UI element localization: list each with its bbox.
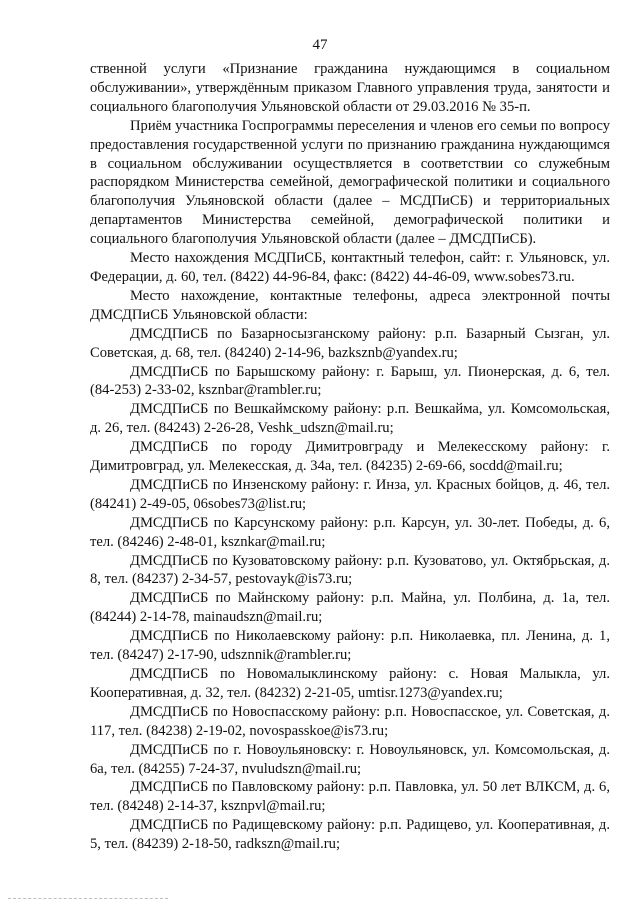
- paragraph-service-regulation: ственной услуги «Признание гражданина нуждающимся в социальном обслуживании», утверждённым приказом Главного управления труда, занятости и социального благополучия Ульяновской области от 29.03.2016 № 35-п.: [90, 61, 610, 115]
- document-body: [90, 60, 610, 854]
- paragraph-barysh: ДМСДПиСБ по Барышскому району: г. Барыш, ул. Пионерская, д. 6, тел. (84-253) 2-33-02, ksznbar@rambler.ru;: [90, 363, 610, 399]
- paragraph-dmsdpisb-intro: Место нахождение, контактные телефоны, адреса электронной почты ДМСДПиСБ Ульяновской области:: [90, 287, 610, 323]
- paragraph-msdpisb-location: Место нахождения МСДПиСБ, контактный телефон, сайт: г. Ульяновск, ул. Федерации, д. 60, тел. (8422) 44-96-84, факс: (8422) 44-46-09, www.sobes73.ru.: [90, 250, 610, 285]
- footer-scan-rule: [8, 898, 168, 899]
- paragraph-veshkaima: ДМСДПиСБ по Вешкаймскому району: р.п. Вешкайма, ул. Комсомольская, д. 26, тел. (84243) 2-26-28, Veshk_udszn@mail.ru;: [90, 401, 610, 437]
- paragraph-kuzovatovo: ДМСДПиСБ по Кузоватовскому району: р.п. Кузоватово, ул. Октябрьская, д. 8, тел. (84237) 2-34-57, pestovayk@is73.ru;: [90, 552, 610, 588]
- paragraph-nikolaevka: ДМСДПиСБ по Николаевскому району: р.п. Николаевка, пл. Ленина, д. 1, тел. (84247) 2-17-90, udsznnik@rambler.ru;: [90, 628, 610, 664]
- paragraph-novaya-malykla: ДМСДПиСБ по Новомалыклинскому району: с. Новая Малыкла, ул. Кооперативная, д. 32, тел. (84232) 2-21-05, umtisr.1273@yandex.ru;: [90, 666, 610, 701]
- page-number: 47: [312, 37, 328, 53]
- paragraph-dimitrovgrad: ДМСДПиСБ по городу Димитровграду и Мелекесскому району: г. Димитровград, ул. Мелекесская, д. 34а, тел. (84235) 2-69-66, socdd@mail.ru;: [90, 439, 610, 475]
- paragraph-novoulyanovsk: ДМСДПиСБ по г. Новоульяновску: г. Новоульяновск, ул. Комсомольская, д. 6а, тел. (84255) 7-24-37, nvuludszn@mail.ru;: [90, 741, 610, 777]
- paragraph-reception-schedule: Приём участника Госпрограммы переселения и членов его семьи по вопросу предоставления государственной услуги по признанию гражданина нуждающимся в социальном обслуживании осуществляется в соответствии со служебным распорядком Министерства семейной, демографической политики и социального благополучия Ульяновской области (далее – МСДПиСБ) и территориальных департаментов Министерства семейной, демографической политики и социального благополучия Ульяновской области (далее – ДМСДПиСБ).: [90, 117, 610, 248]
- paragraph-karsun: ДМСДПиСБ по Карсунскому району: р.п. Карсун, ул. 30-лет. Победы, д. 6, тел. (84246) 2-48-01, ksznkar@mail.ru;: [90, 514, 610, 550]
- paragraph-inza: ДМСДПиСБ по Инзенскому району: г. Инза, ул. Красных бойцов, д. 46, тел. (84241) 2-49-05, 06sobes73@list.ru;: [90, 476, 610, 512]
- paragraph-radishchevo: ДМСДПиСБ по Радищевскому району: р.п. Радищево, ул. Кооперативная, д. 5, тел. (84239) 2-18-50, radkszn@mail.ru;: [90, 817, 610, 853]
- paragraph-pavlovka: ДМСДПиСБ по Павловскому району: р.п. Павловка, ул. 50 лет ВЛКСМ, д. 6, тел. (84248) 2-14-37, ksznpvl@mail.ru;: [90, 779, 610, 815]
- paragraph-bazarnosyzgan: ДМСДПиСБ по Базарносызганскому району: р.п. Базарный Сызган, ул. Советская, д. 68, тел. (84240) 2-14-96, bazksznb@yandex.ru;: [90, 325, 610, 361]
- paragraph-novospasskoe: ДМСДПиСБ по Новоспасскому району: р.п. Новоспасское, ул. Советская, д. 117, тел. (84238) 2-19-02, novospasskoe@is73.ru;: [90, 703, 610, 739]
- paragraph-maina: ДМСДПиСБ по Майнскому району: р.п. Майна, ул. Полбина, д. 1а, тел. (84244) 2-14-78, mainaudszn@mail.ru;: [90, 590, 610, 626]
